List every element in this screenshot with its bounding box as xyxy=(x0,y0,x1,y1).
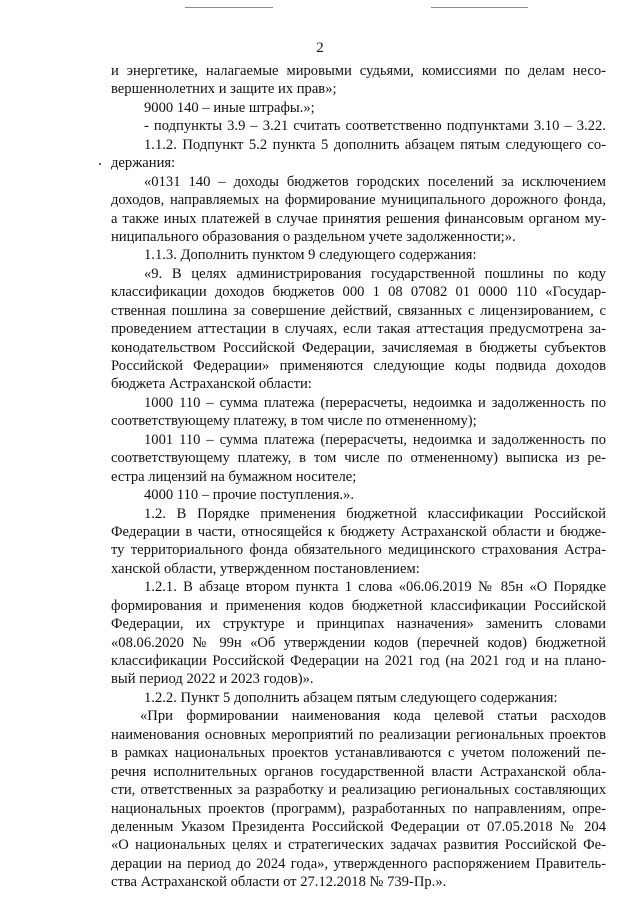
text-line: 1000 110 – сумма платежа (перерасчеты, недоимка и задолженность по xyxy=(144,394,606,411)
text-line: доходов, направляемых на формирование муниципального дорожного фонда, xyxy=(111,192,606,209)
text-line: классификации доходов бюджетов 000 1 08 07082 01 0000 110 «Государ- xyxy=(111,284,606,301)
text-line: 9000 140 – иные штрафы.»; xyxy=(144,99,315,116)
text-line: ства Астраханской области от 27.12.2018 № 739-Пр.». xyxy=(111,874,447,891)
text-line: держания: xyxy=(111,155,176,172)
text-line: речня исполнительных органов государственной власти Астраханской обла- xyxy=(111,763,606,780)
text-line: 4000 110 – прочие поступления.». xyxy=(144,487,355,504)
text-line: соответствующему платежу, в том числе по отмененному); xyxy=(111,413,477,430)
text-line: «При формировании наименования кода целевой статьи расходов xyxy=(140,708,606,725)
text-line: бюджета Астраханской области: xyxy=(111,376,312,393)
text-line: 1001 110 – сумма платежа (перерасчеты, недоимка и задолженность по xyxy=(144,431,606,448)
text-line: Федерации в части, относящейся к бюджету Астраханской области и бюдже- xyxy=(111,523,606,540)
text-line: сти, ответственных за разработку и реализацию региональных составляющих xyxy=(111,782,606,799)
text-line: естра лицензий на бумажном носителе; xyxy=(111,468,357,485)
page-number: 2 xyxy=(316,40,324,56)
text-line: наименования основных мероприятий по реализации региональных проектов xyxy=(111,726,606,743)
text-line: 1.1.3. Дополнить пунктом 9 следующего содержания: xyxy=(144,247,477,264)
document-body xyxy=(111,62,606,892)
text-line: Российской Федерации» применяются следующие коды подвида доходов xyxy=(111,358,606,374)
text-line: «9. В целях администрирования государственной пошлины по коду xyxy=(144,265,606,282)
text-line: 1.2.1. В абзаце втором пункта 1 слова «06.06.2019 № 85н «О Порядке xyxy=(144,579,606,596)
text-line: «0131 140 – доходы бюджетов городских поселений за исключением xyxy=(144,173,606,190)
text-line: ханской области, утвержденном постановлением: xyxy=(111,560,420,577)
text-line: национальных проектов (программ), разработанных по направлениям, опре- xyxy=(111,800,606,817)
text-line: классификации Российской Федерации на 2021 год (на 2021 год и на плано- xyxy=(111,653,606,669)
text-line: 1.2.2. Пункт 5 дополнить абзацем пятым следующего содержания: xyxy=(144,689,558,706)
text-line: «О национальных целях и стратегических задачах развития Российской Фе- xyxy=(111,837,606,854)
text-line: - подпункты 3.9 – 3.21 считать соответственно подпунктами 3.10 – 3.22. xyxy=(144,118,606,135)
text-line: в рамках национальных проектов устанавливаются с учетом положений пе- xyxy=(111,745,606,762)
text-line: деленным Указом Президента Российской Федерации от 07.05.2018 № 204 xyxy=(111,818,606,835)
text-line: ниципального образования о раздельном учете задолженности;». xyxy=(111,228,516,245)
text-line: вершеннолетних и защите их прав»; xyxy=(111,81,337,98)
text-line: конодательством Российской Федерации, зачисляемая в бюджеты субъектов xyxy=(111,339,606,356)
text-line: формирования и применения кодов бюджетной классификации Российской xyxy=(111,597,606,614)
text-line: вый период 2022 и 2023 годов)». xyxy=(111,671,314,688)
text-line: Федерации, их структуре и принципах назначения» заменить словами xyxy=(111,616,606,633)
text-line: а также иных платежей в случае принятия решения финансовым органом му- xyxy=(111,210,606,227)
text-line: дерации на период до 2024 года», утвержденного распоряжением Правитель- xyxy=(111,855,606,872)
text-line: и энергетике, налагаемые мировыми судьями, комиссиями по делам несо- xyxy=(111,63,606,79)
text-line: «08.06.2020 № 99н «Об утверждении кодов (перечней кодов) бюджетной xyxy=(111,634,606,651)
text-line: ственная пошлина за совершение действий, связанных с лицензированием, с xyxy=(111,302,606,319)
top-rule-right xyxy=(431,7,528,8)
text-line: 1.1.2. Подпункт 5.2 пункта 5 дополнить абзацем пятым следующего со- xyxy=(144,136,606,153)
text-line: ту территориального фонда обязательного медицинского страхования Астра- xyxy=(111,542,606,559)
scan-speck xyxy=(99,163,101,165)
text-line: соответствующему платежу, в том числе по отмененному) выписка из ре- xyxy=(111,450,606,467)
top-rule-left xyxy=(185,7,273,8)
text-line: 1.2. В Порядке применения бюджетной классификации Российской xyxy=(144,505,606,522)
text-line: проведением аттестации в случаях, если такая аттестация предусмотрена за- xyxy=(111,321,606,338)
